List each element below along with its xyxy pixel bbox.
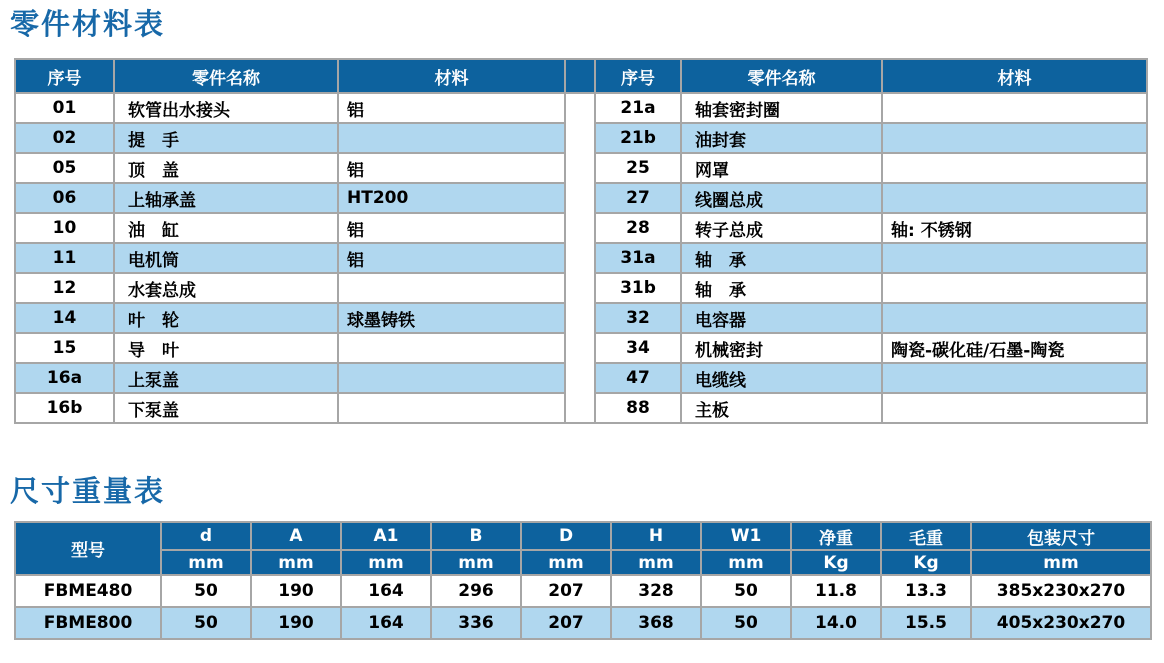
cell-material [338, 393, 565, 423]
cell-value: 50 [701, 575, 791, 607]
cell-part-name: 电缆线 [681, 363, 882, 393]
cell-material [882, 273, 1147, 303]
cell-no: 16a [15, 363, 114, 393]
cell-part-name: 导 叶 [114, 333, 338, 363]
cell-no: 34 [595, 333, 681, 363]
cell-material [882, 153, 1147, 183]
cell-value: 50 [701, 607, 791, 639]
cell-part-name: 电容器 [681, 303, 882, 333]
column-header-no: 序号 [595, 59, 681, 93]
cell-material [338, 273, 565, 303]
cell-part-name: 转子总成 [681, 213, 882, 243]
cell-value: 50 [161, 607, 251, 639]
dims-header-row-names [15, 522, 1151, 550]
column-header-name: 零件名称 [114, 59, 338, 93]
cell-no: 21b [595, 123, 681, 153]
cell-no: 01 [15, 93, 114, 123]
cell-no: 15 [15, 333, 114, 363]
cell-material [882, 243, 1147, 273]
column-header-dim: d [161, 522, 251, 550]
cell-material: 铝 [338, 213, 565, 243]
parts-header-row [15, 59, 1147, 93]
cell-no: 12 [15, 273, 114, 303]
cell-no: 16b [15, 393, 114, 423]
unit-header: mm [341, 550, 431, 575]
cell-part-name: 顶 盖 [114, 153, 338, 183]
cell-value: 15.5 [881, 607, 971, 639]
cell-part-name: 主板 [681, 393, 882, 423]
cell-value: 405x230x270 [971, 607, 1151, 639]
cell-value: 11.8 [791, 575, 881, 607]
unit-header: mm [971, 550, 1151, 575]
cell-material [882, 123, 1147, 153]
cell-value: 207 [521, 607, 611, 639]
header-gap [565, 59, 595, 93]
cell-no: 02 [15, 123, 114, 153]
cell-part-name: 提 手 [114, 123, 338, 153]
cell-material [882, 93, 1147, 123]
unit-header: mm [701, 550, 791, 575]
cell-no: 14 [15, 303, 114, 333]
cell-material [338, 123, 565, 153]
column-header-material: 材料 [882, 59, 1147, 93]
cell-no: 31a [595, 243, 681, 273]
column-header-no: 序号 [15, 59, 114, 93]
cell-value: 207 [521, 575, 611, 607]
unit-header: mm [251, 550, 341, 575]
cell-part-name: 上泵盖 [114, 363, 338, 393]
table-row [15, 575, 1151, 607]
column-header-dim: H [611, 522, 701, 550]
cell-no: 10 [15, 213, 114, 243]
cell-no: 31b [595, 273, 681, 303]
parts-material-table [14, 58, 1148, 424]
unit-header: mm [431, 550, 521, 575]
cell-material [882, 303, 1147, 333]
cell-part-name: 轴 承 [681, 243, 882, 273]
column-header-model: 型号 [15, 522, 161, 575]
cell-part-name: 网罩 [681, 153, 882, 183]
column-header-material: 材料 [338, 59, 565, 93]
cell-no: 28 [595, 213, 681, 243]
cell-value: 14.0 [791, 607, 881, 639]
cell-part-name: 轴套密封圈 [681, 93, 882, 123]
cell-material [338, 333, 565, 363]
cell-material: 轴: 不锈钢 [882, 213, 1147, 243]
cell-no: 88 [595, 393, 681, 423]
table-row [15, 93, 1147, 123]
parts-table-title: 零件材料表 [10, 7, 166, 41]
cell-value: 190 [251, 575, 341, 607]
cell-value: 385x230x270 [971, 575, 1151, 607]
column-header-dim: B [431, 522, 521, 550]
cell-material: 铝 [338, 153, 565, 183]
cell-value: 190 [251, 607, 341, 639]
cell-value: 50 [161, 575, 251, 607]
cell-part-name: 叶 轮 [114, 303, 338, 333]
cell-material [882, 363, 1147, 393]
cell-part-name: 下泵盖 [114, 393, 338, 423]
column-header-dim: A [251, 522, 341, 550]
cell-no: 11 [15, 243, 114, 273]
table-gap [565, 93, 595, 423]
unit-header: mm [161, 550, 251, 575]
cell-value: 336 [431, 607, 521, 639]
table-row [15, 607, 1151, 639]
cell-model: FBME480 [15, 575, 161, 607]
cell-value: 328 [611, 575, 701, 607]
dims-header-row-units [15, 550, 1151, 575]
column-header-dim: D [521, 522, 611, 550]
cell-material: HT200 [338, 183, 565, 213]
cell-part-name: 水套总成 [114, 273, 338, 303]
column-header-dim: W1 [701, 522, 791, 550]
unit-header: Kg [791, 550, 881, 575]
cell-material [882, 393, 1147, 423]
cell-no: 32 [595, 303, 681, 333]
dimensions-table-title: 尺寸重量表 [10, 474, 166, 508]
cell-value: 164 [341, 607, 431, 639]
cell-value: 13.3 [881, 575, 971, 607]
cell-value: 164 [341, 575, 431, 607]
cell-material [338, 363, 565, 393]
cell-no: 21a [595, 93, 681, 123]
cell-part-name: 油封套 [681, 123, 882, 153]
column-header-dim: A1 [341, 522, 431, 550]
unit-header: mm [611, 550, 701, 575]
cell-value: 296 [431, 575, 521, 607]
cell-material [882, 183, 1147, 213]
cell-no: 25 [595, 153, 681, 183]
cell-part-name: 油 缸 [114, 213, 338, 243]
unit-header: mm [521, 550, 611, 575]
unit-header: Kg [881, 550, 971, 575]
cell-no: 27 [595, 183, 681, 213]
cell-material: 铝 [338, 93, 565, 123]
cell-no: 06 [15, 183, 114, 213]
cell-part-name: 轴 承 [681, 273, 882, 303]
cell-model: FBME800 [15, 607, 161, 639]
column-header-name: 零件名称 [681, 59, 882, 93]
cell-material: 陶瓷-碳化硅/石墨-陶瓷 [882, 333, 1147, 363]
cell-part-name: 电机筒 [114, 243, 338, 273]
cell-part-name: 机械密封 [681, 333, 882, 363]
cell-no: 47 [595, 363, 681, 393]
cell-part-name: 上轴承盖 [114, 183, 338, 213]
cell-value: 368 [611, 607, 701, 639]
column-header-package-size: 包装尺寸 [971, 522, 1151, 550]
cell-part-name: 软管出水接头 [114, 93, 338, 123]
cell-material: 铝 [338, 243, 565, 273]
cell-no: 05 [15, 153, 114, 183]
cell-part-name: 线圈总成 [681, 183, 882, 213]
cell-material: 球墨铸铁 [338, 303, 565, 333]
column-header-gross-weight: 毛重 [881, 522, 971, 550]
dimensions-weight-table [14, 521, 1152, 640]
column-header-net-weight: 净重 [791, 522, 881, 550]
